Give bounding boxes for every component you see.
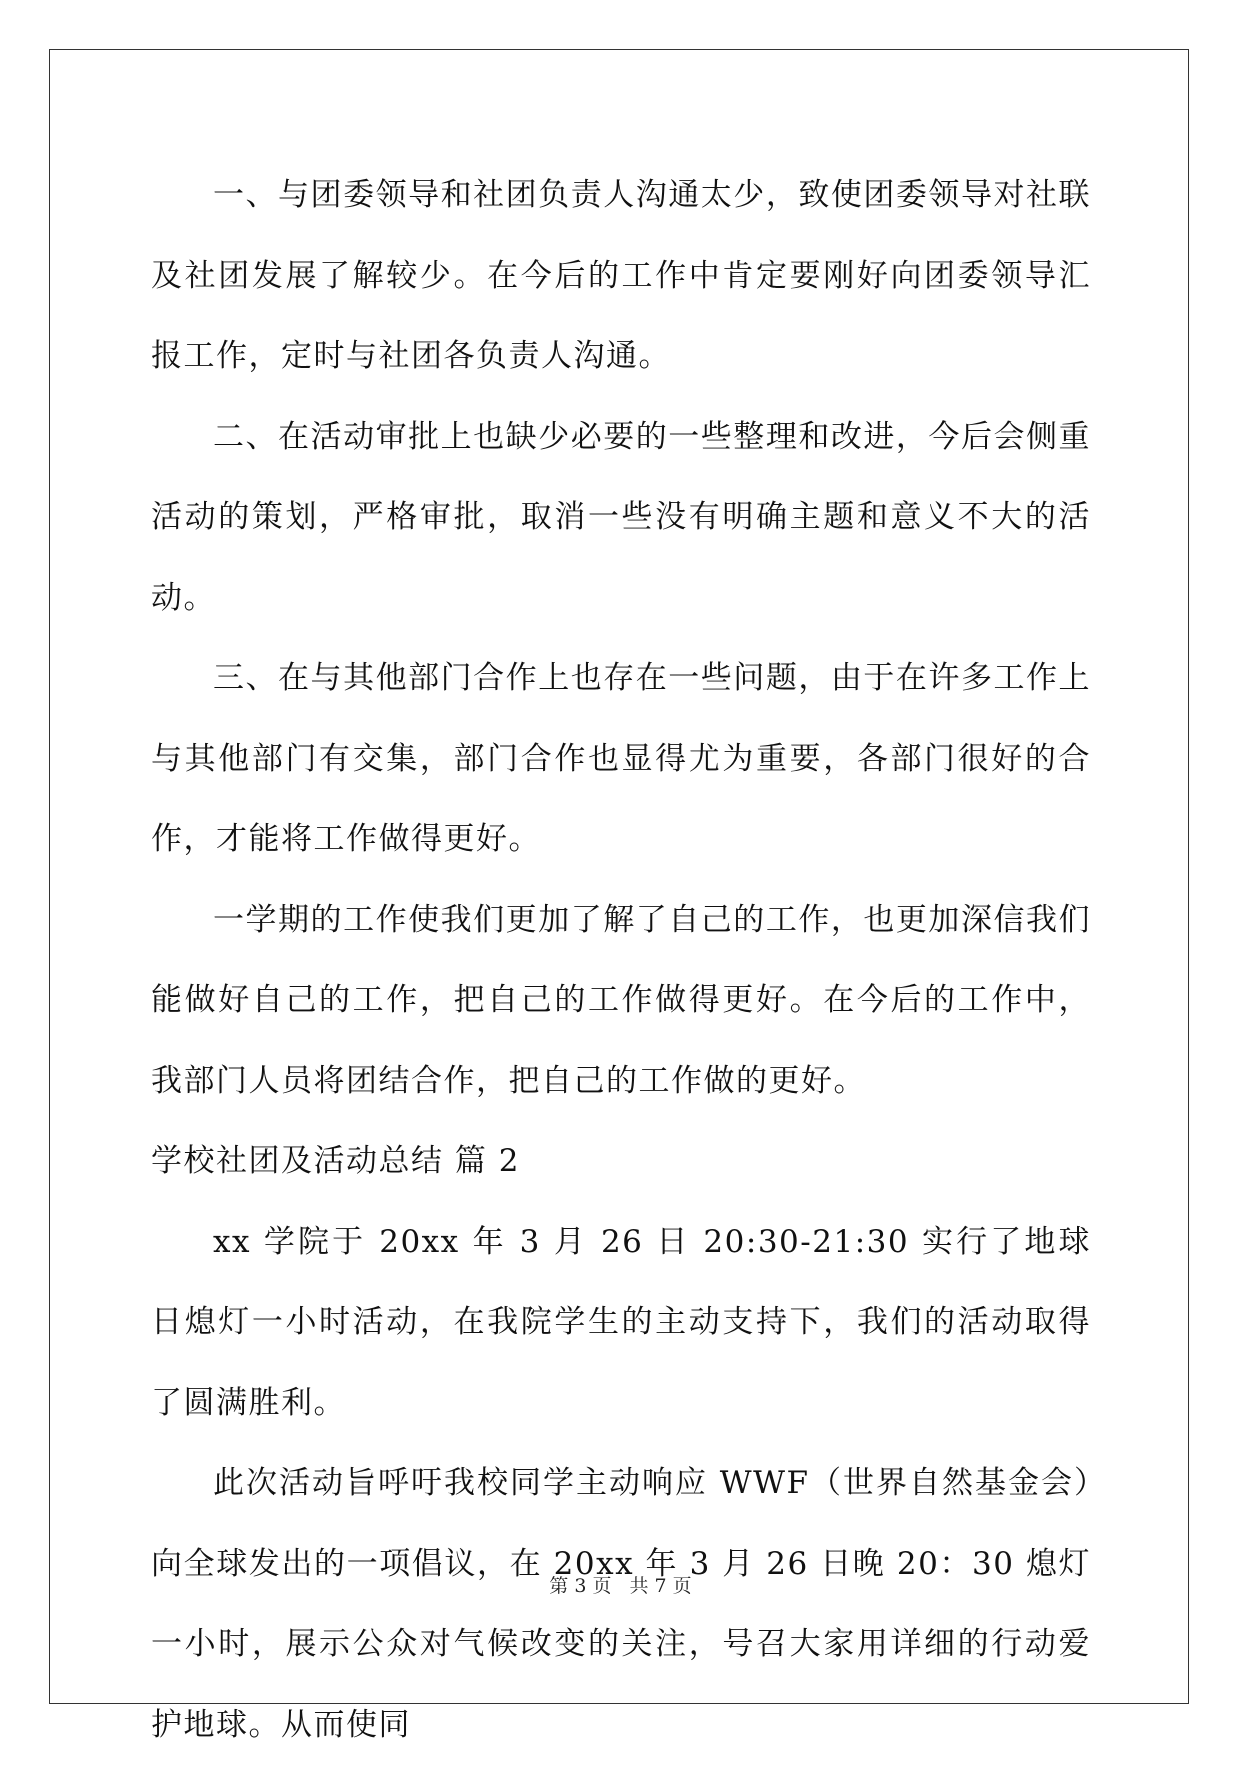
document-body bbox=[151, 155, 1091, 1765]
paragraph-5: xx 学院于 20xx 年 3 月 26 日 20:30-21:30 实行了地球日熄灯一小时活动，在我院学生的主动支持下，我们的活动取得了圆满胜利。 bbox=[151, 1223, 1091, 1421]
section-title: 学校社团及活动总结 篇 2 bbox=[151, 1143, 520, 1179]
paragraph-1: 一、与团委领导和社团负责人沟通太少，致使团委领导对社联及社团发展了解较少。在今后的工作中肯定要刚好向团委领导汇报工作，定时与社团各负责人沟通。 bbox=[151, 177, 1091, 374]
paragraph-6: 此次活动旨呼吁我校同学主动响应 WWF（世界自然基金会）向全球发出的一项倡议，在 20xx 年 3 月 26 日晚 20：30 熄灯一小时，展示公众对气候改变的关注，号召大家用详细的行动爱护地球。从而使同 bbox=[151, 1465, 1091, 1743]
paragraph-3: 三、在与其他部门合作上也存在一些问题，由于在许多工作上与其他部门有交集，部门合作也显得尤为重要，各部门很好的合作，才能将工作做得更好。 bbox=[151, 660, 1091, 857]
page-total: 共 7 页 bbox=[629, 1575, 692, 1597]
page-number: 第 3 页 bbox=[549, 1575, 612, 1597]
paragraph-4: 一学期的工作使我们更加了解了自己的工作，也更加深信我们能做好自己的工作，把自己的工作做得更好。在今后的工作中，我部门人员将团结合作，把自己的工作做的更好。 bbox=[151, 901, 1091, 1099]
paragraph-2: 二、在活动审批上也缺少必要的一些整理和改进，今后会侧重活动的策划，严格审批，取消一些没有明确主题和意义不大的活动。 bbox=[151, 418, 1091, 616]
page-footer bbox=[0, 1574, 1241, 1598]
